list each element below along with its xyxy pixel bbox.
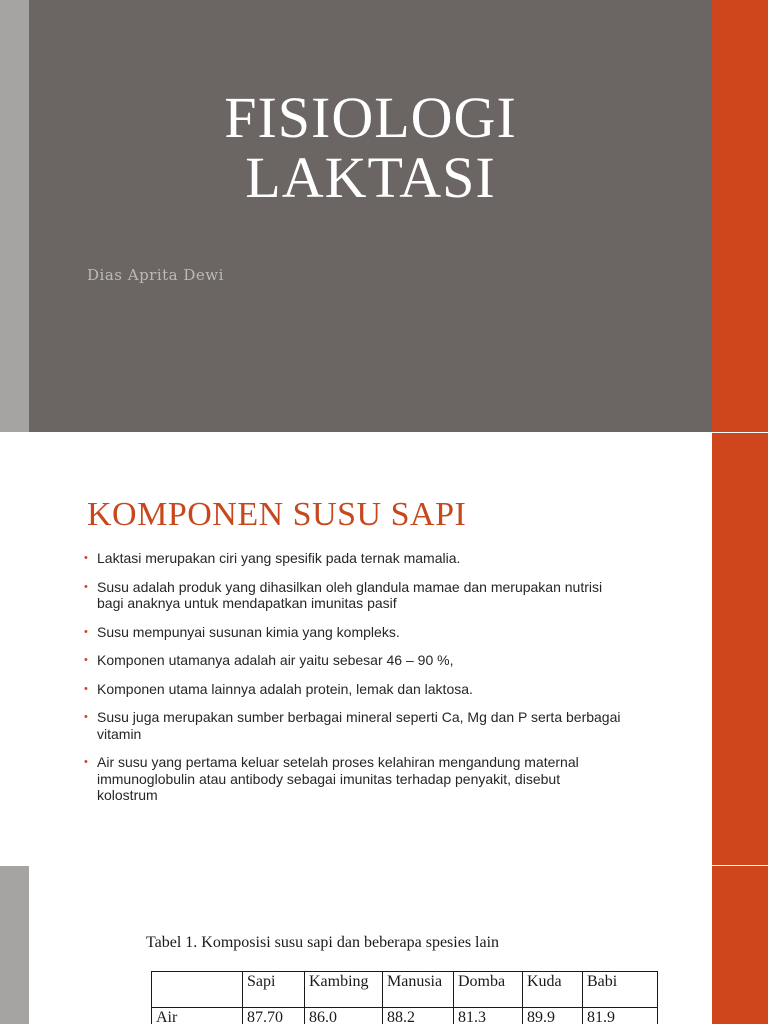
bullet-item: [84, 550, 624, 567]
title-line-2: LAKTASI: [245, 145, 496, 210]
bullet-item: [84, 624, 624, 641]
header-cell: Kambing: [305, 972, 383, 1008]
bullet-item: [84, 709, 624, 742]
table-cell: 87.70: [243, 1008, 305, 1024]
presentation-title: [29, 85, 712, 210]
left-side-bar: [0, 0, 29, 432]
author-name: Dias Aprita Dewi: [87, 266, 224, 284]
bullet-text: Air susu yang pertama keluar setelah proses kelahiran mengandung maternal immunoglobulin atau antibody sebagai imunitas terhadap penyakit, disebut kolostrum: [97, 754, 579, 803]
bullet-item: [84, 579, 624, 612]
bullet-item: [84, 681, 624, 698]
title-line-1: FISIOLOGI: [224, 85, 517, 150]
table-cell: Air: [152, 1008, 243, 1024]
right-accent-bar: [712, 866, 768, 1024]
table-cell: 81.3: [454, 1008, 523, 1024]
left-side-bar: [0, 866, 29, 1024]
bullet-text: Susu mempunyai susunan kimia yang kompleks.: [97, 623, 400, 640]
bullet-dot-icon: •: [84, 756, 88, 768]
header-cell: Sapi: [243, 972, 305, 1008]
bullet-dot-icon: •: [84, 711, 88, 723]
header-cell: Babi: [583, 972, 658, 1008]
bullet-text: Laktasi merupakan ciri yang spesifik pada ternak mamalia.: [97, 550, 461, 566]
bullet-dot-icon: •: [84, 682, 88, 695]
slide-title: [0, 0, 768, 432]
table-row: [152, 1008, 658, 1024]
table-header-row: [152, 972, 658, 1008]
bullet-text: Komponen utama lainnya adalah protein, lemak dan laktosa.: [97, 680, 473, 697]
bullet-text: Susu adalah produk yang dihasilkan oleh glandula mamae dan merupakan nutrisi bagi anaknya untuk mendapatkan imunitas pasif: [97, 578, 603, 611]
header-cell: Manusia: [383, 972, 454, 1008]
header-cell: Domba: [454, 972, 523, 1008]
table-caption: Tabel 1. Komposisi susu sapi dan beberapa spesies lain: [146, 934, 500, 951]
table-cell: 81.9: [583, 1008, 658, 1024]
header-cell: Kuda: [523, 972, 583, 1008]
title-panel: [29, 0, 712, 432]
bullet-dot-icon: •: [84, 625, 88, 638]
right-accent-bar: [712, 433, 768, 865]
slide-komponen-susu: [0, 433, 768, 865]
bullet-text: Susu juga merupakan sumber berbagai mineral seperti Ca, Mg dan P serta berbagai vitamin: [97, 709, 621, 742]
table-cell: 89.9: [523, 1008, 583, 1024]
slide-tabel-komposisi: [0, 866, 768, 1024]
slide-heading: KOMPONEN SUSU SAPI: [87, 496, 467, 533]
right-accent-bar: [712, 0, 768, 432]
bullet-list: [84, 550, 624, 816]
table-cell: 86.0: [305, 1008, 383, 1024]
composition-table: [151, 971, 658, 1024]
bullet-text: Komponen utamanya adalah air yaitu sebesar 46 – 90 %,: [97, 652, 454, 668]
table-cell: 88.2: [383, 1008, 454, 1024]
bullet-dot-icon: •: [84, 580, 88, 593]
header-cell: [152, 972, 243, 1008]
bullet-dot-icon: •: [84, 654, 88, 666]
bullet-item: [84, 652, 624, 669]
bullet-dot-icon: •: [84, 552, 88, 564]
bullet-item: [84, 754, 624, 804]
